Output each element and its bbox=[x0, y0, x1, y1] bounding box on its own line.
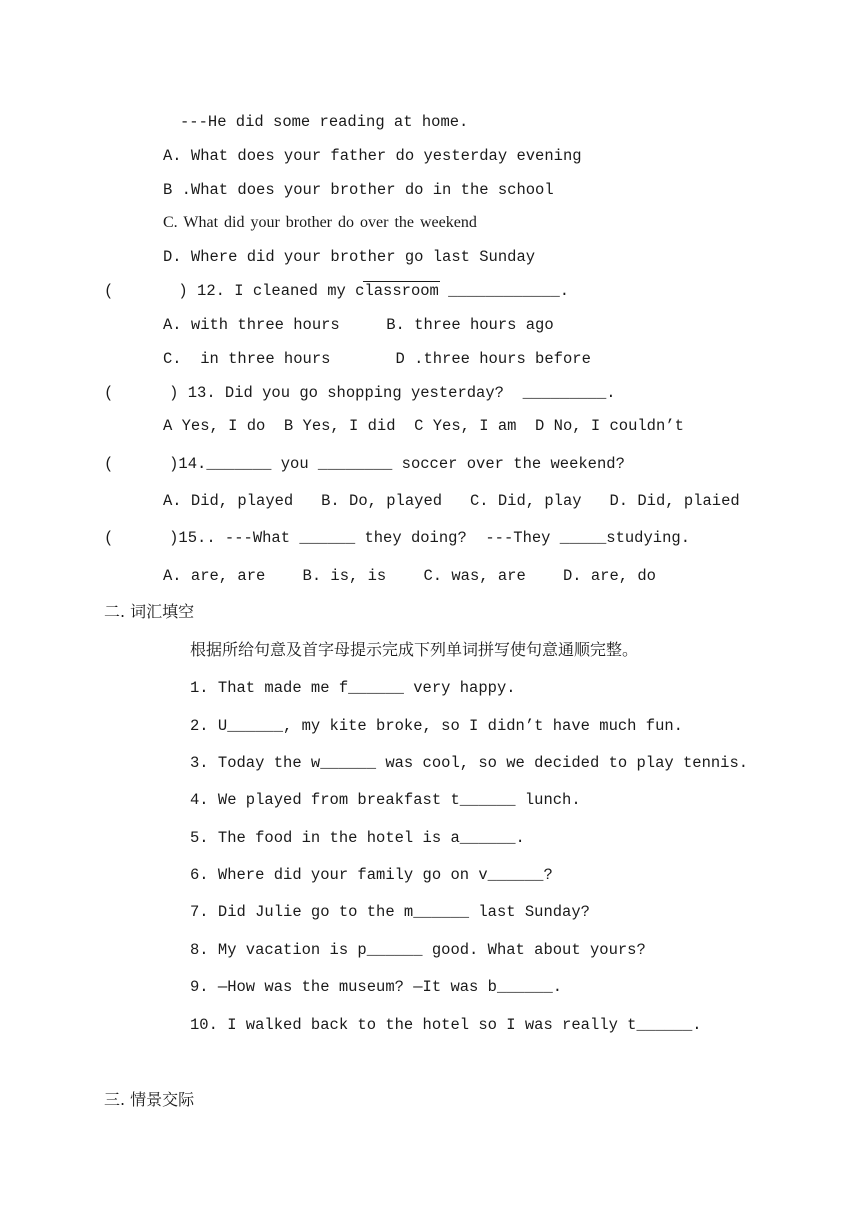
q11-option-c: C. What did your brother do over the weekend bbox=[163, 214, 477, 231]
vocab-item: 2. U______, my kite broke, so I didn’t have much fun. bbox=[190, 717, 683, 735]
vocab-item: 3. Today the w______ was cool, so we decided to play tennis. bbox=[190, 754, 749, 772]
q12-options-ab: A. with three hours B. three hours ago bbox=[163, 316, 554, 334]
q11-option-b: B .What does your brother do in the school bbox=[163, 181, 554, 199]
q15-stem: ( )15.. ---What ______ they doing? ---They _____studying. bbox=[104, 529, 690, 547]
q12-options-cd: C. in three hours D .three hours before bbox=[163, 350, 591, 368]
q11-option-d: D. Where did your brother go last Sunday bbox=[163, 248, 536, 266]
vocab-item: 6. Where did your family go on v______? bbox=[190, 866, 553, 884]
section3-heading: 三. 情景交际 bbox=[104, 1090, 195, 1109]
vocab-item: 8. My vacation is p______ good. What about yours? bbox=[190, 941, 646, 959]
q13-options: A Yes, I do B Yes, I did C Yes, I am D No, I couldn’t bbox=[163, 417, 684, 435]
q12-stem: ( ) 12. I cleaned my classroom ____________. bbox=[104, 282, 570, 300]
q14-options: A. Did, played B. Do, played C. Did, play D. Did, plaied bbox=[163, 492, 740, 510]
q11-answer-line: ---He did some reading at home. bbox=[180, 113, 469, 131]
vocab-item: 9. —How was the museum? —It was b______. bbox=[190, 978, 563, 996]
vocab-item: 4. We played from breakfast t______ lunch. bbox=[190, 791, 581, 809]
vocab-item: 1. That made me f______ very happy. bbox=[190, 679, 516, 697]
q14-stem: ( )14._______ you ________ soccer over the weekend? bbox=[104, 455, 625, 473]
q15-options: A. are, are B. is, is C. was, are D. are, do bbox=[163, 567, 656, 585]
section2-heading: 二. 词汇填空 bbox=[104, 602, 195, 621]
q13-stem: ( ) 13. Did you go shopping yesterday? _________. bbox=[104, 384, 616, 402]
section2-instruction: 根据所给句意及首字母提示完成下列单词拼写使句意通顺完整。 bbox=[190, 640, 639, 659]
vocab-item: 7. Did Julie go to the m______ last Sunday? bbox=[190, 903, 590, 921]
vocab-item: 10. I walked back to the hotel so I was really t______. bbox=[190, 1016, 702, 1034]
q11-option-a: A. What does your father do yesterday evening bbox=[163, 147, 582, 165]
vocab-item: 5. The food in the hotel is a______. bbox=[190, 829, 525, 847]
